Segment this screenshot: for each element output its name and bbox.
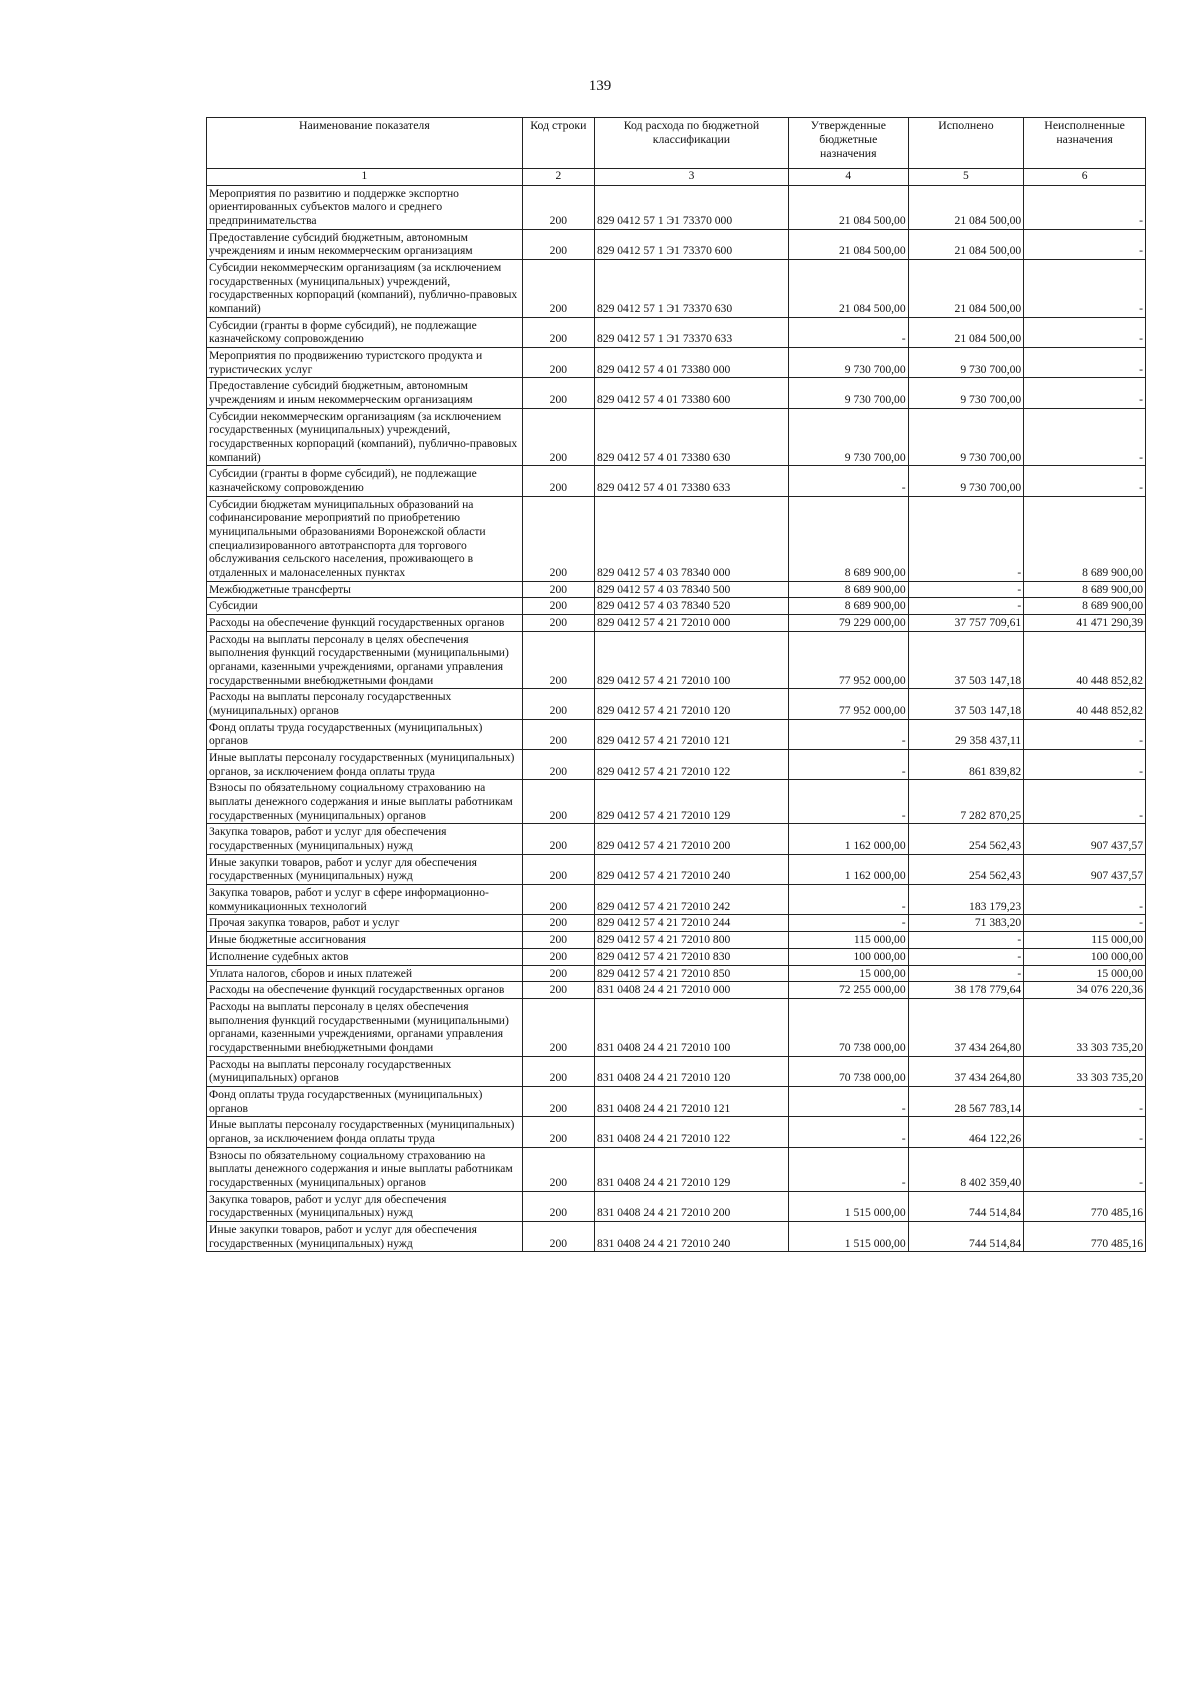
row-expense-code: 831 0408 24 4 21 72010 000 [594, 982, 788, 999]
header-executed: Исполнено [908, 118, 1024, 169]
row-name: Расходы на выплаты персоналу государственных (муниципальных) органов [207, 689, 523, 719]
row-expense-code: 829 0412 57 4 01 73380 600 [594, 378, 788, 408]
row-unexecuted: - [1024, 780, 1146, 824]
row-expense-code: 831 0408 24 4 21 72010 129 [594, 1147, 788, 1191]
row-line-code: 200 [522, 780, 594, 824]
column-number: 1 [207, 169, 523, 186]
table-row [207, 408, 1146, 466]
row-unexecuted: 40 448 852,82 [1024, 631, 1146, 689]
row-line-code: 200 [522, 982, 594, 999]
table-row [207, 1086, 1146, 1116]
row-name: Расходы на выплаты персоналу государственных (муниципальных) органов [207, 1056, 523, 1086]
row-expense-code: 831 0408 24 4 21 72010 240 [594, 1221, 788, 1251]
row-name: Субсидии некоммерческим организациям (за исключением государственных (муниципальных) учреждений, государственных корпораций (компаний), публично-правовых компаний) [207, 408, 523, 466]
table-row [207, 581, 1146, 598]
row-line-code: 200 [522, 496, 594, 581]
row-name: Субсидии [207, 598, 523, 615]
row-line-code: 200 [522, 965, 594, 982]
row-approved: 115 000,00 [788, 932, 908, 949]
row-line-code: 200 [522, 750, 594, 780]
row-unexecuted: 15 000,00 [1024, 965, 1146, 982]
table-row [207, 719, 1146, 749]
row-line-code: 200 [522, 347, 594, 377]
row-line-code: 200 [522, 1191, 594, 1221]
table-row [207, 185, 1146, 229]
header-name: Наименование показателя [207, 118, 523, 169]
row-name: Субсидии некоммерческим организациям (за исключением государственных (муниципальных) учреждений, государственных корпораций (компаний), публично-правовых компаний) [207, 259, 523, 317]
table-row [207, 932, 1146, 949]
row-line-code: 200 [522, 719, 594, 749]
row-approved: - [788, 317, 908, 347]
row-line-code: 200 [522, 378, 594, 408]
row-executed: 9 730 700,00 [908, 347, 1024, 377]
table-row [207, 1056, 1146, 1086]
row-expense-code: 831 0408 24 4 21 72010 100 [594, 998, 788, 1056]
row-unexecuted: - [1024, 408, 1146, 466]
row-executed: 9 730 700,00 [908, 466, 1024, 496]
row-approved: 21 084 500,00 [788, 259, 908, 317]
table-row [207, 998, 1146, 1056]
row-approved: - [788, 750, 908, 780]
row-expense-code: 829 0412 57 1 Э1 73370 633 [594, 317, 788, 347]
row-line-code: 200 [522, 885, 594, 915]
row-expense-code: 829 0412 57 4 21 72010 000 [594, 615, 788, 632]
table-row [207, 631, 1146, 689]
row-unexecuted: 907 437,57 [1024, 824, 1146, 854]
row-executed: 464 122,26 [908, 1117, 1024, 1147]
row-line-code: 200 [522, 1147, 594, 1191]
row-expense-code: 829 0412 57 4 21 72010 121 [594, 719, 788, 749]
row-approved: 9 730 700,00 [788, 408, 908, 466]
row-approved: - [788, 1086, 908, 1116]
row-expense-code: 829 0412 57 4 01 73380 630 [594, 408, 788, 466]
row-approved: 8 689 900,00 [788, 496, 908, 581]
row-expense-code: 829 0412 57 4 21 72010 100 [594, 631, 788, 689]
row-name: Иные выплаты персоналу государственных (муниципальных) органов, за исключением фонда оплаты труда [207, 750, 523, 780]
row-executed: - [908, 948, 1024, 965]
row-name: Субсидии (гранты в форме субсидий), не подлежащие казначейскому сопровождению [207, 317, 523, 347]
table-row [207, 982, 1146, 999]
row-approved: 100 000,00 [788, 948, 908, 965]
row-line-code: 200 [522, 1117, 594, 1147]
row-name: Закупка товаров, работ и услуг для обеспечения государственных (муниципальных) нужд [207, 1191, 523, 1221]
row-line-code: 200 [522, 317, 594, 347]
row-name: Расходы на выплаты персоналу в целях обеспечения выполнения функций государственными (муниципальными) органами, казенными учреждениями, органами управления государственными внебюджетными фондами [207, 631, 523, 689]
row-line-code: 200 [522, 466, 594, 496]
row-line-code: 200 [522, 854, 594, 884]
row-executed: - [908, 932, 1024, 949]
header-approved: Утвержденные бюджетные назначения [788, 118, 908, 169]
row-unexecuted: 770 485,16 [1024, 1221, 1146, 1251]
row-line-code: 200 [522, 581, 594, 598]
row-line-code: 200 [522, 259, 594, 317]
row-executed: 37 503 147,18 [908, 689, 1024, 719]
row-expense-code: 829 0412 57 4 21 72010 129 [594, 780, 788, 824]
row-executed: - [908, 598, 1024, 615]
row-unexecuted: - [1024, 259, 1146, 317]
row-executed: 37 757 709,61 [908, 615, 1024, 632]
row-expense-code: 831 0408 24 4 21 72010 121 [594, 1086, 788, 1116]
row-line-code: 200 [522, 631, 594, 689]
row-executed: 8 402 359,40 [908, 1147, 1024, 1191]
row-unexecuted: 33 303 735,20 [1024, 998, 1146, 1056]
table-header-row [207, 118, 1146, 169]
row-approved: 77 952 000,00 [788, 689, 908, 719]
row-name: Исполнение судебных актов [207, 948, 523, 965]
row-unexecuted: 8 689 900,00 [1024, 581, 1146, 598]
row-name: Фонд оплаты труда государственных (муниципальных) органов [207, 1086, 523, 1116]
row-unexecuted: - [1024, 185, 1146, 229]
row-executed: 37 503 147,18 [908, 631, 1024, 689]
table-row [207, 689, 1146, 719]
row-line-code: 200 [522, 408, 594, 466]
row-line-code: 200 [522, 1056, 594, 1086]
table-row [207, 824, 1146, 854]
row-expense-code: 831 0408 24 4 21 72010 122 [594, 1117, 788, 1147]
column-number: 2 [522, 169, 594, 186]
row-expense-code: 831 0408 24 4 21 72010 200 [594, 1191, 788, 1221]
row-expense-code: 829 0412 57 4 21 72010 850 [594, 965, 788, 982]
row-expense-code: 829 0412 57 4 21 72010 200 [594, 824, 788, 854]
row-approved: 70 738 000,00 [788, 998, 908, 1056]
table-row [207, 466, 1146, 496]
row-name: Иные бюджетные ассигнования [207, 932, 523, 949]
row-approved: 77 952 000,00 [788, 631, 908, 689]
row-approved: 8 689 900,00 [788, 581, 908, 598]
row-expense-code: 829 0412 57 4 21 72010 120 [594, 689, 788, 719]
row-unexecuted: - [1024, 750, 1146, 780]
table-row [207, 598, 1146, 615]
row-approved: - [788, 1117, 908, 1147]
row-line-code: 200 [522, 615, 594, 632]
table-row [207, 915, 1146, 932]
row-name: Фонд оплаты труда государственных (муниципальных) органов [207, 719, 523, 749]
table-row [207, 1221, 1146, 1251]
row-executed: 744 514,84 [908, 1191, 1024, 1221]
row-name: Иные выплаты персоналу государственных (муниципальных) органов, за исключением фонда оплаты труда [207, 1117, 523, 1147]
row-approved: 9 730 700,00 [788, 378, 908, 408]
row-unexecuted: 115 000,00 [1024, 932, 1146, 949]
row-unexecuted: 770 485,16 [1024, 1191, 1146, 1221]
row-unexecuted: 40 448 852,82 [1024, 689, 1146, 719]
row-line-code: 200 [522, 948, 594, 965]
row-expense-code: 829 0412 57 4 21 72010 830 [594, 948, 788, 965]
row-executed: 861 839,82 [908, 750, 1024, 780]
row-expense-code: 829 0412 57 4 21 72010 240 [594, 854, 788, 884]
row-executed: - [908, 581, 1024, 598]
row-executed: 9 730 700,00 [908, 408, 1024, 466]
row-name: Мероприятия по продвижению туристского продукта и туристических услуг [207, 347, 523, 377]
header-unexecuted: Неисполненные назначения [1024, 118, 1146, 169]
row-unexecuted: - [1024, 229, 1146, 259]
row-approved: 70 738 000,00 [788, 1056, 908, 1086]
row-unexecuted: 100 000,00 [1024, 948, 1146, 965]
table-row [207, 259, 1146, 317]
row-expense-code: 831 0408 24 4 21 72010 120 [594, 1056, 788, 1086]
row-name: Расходы на обеспечение функций государственных органов [207, 982, 523, 999]
table-row [207, 780, 1146, 824]
row-name: Мероприятия по развитию и поддержке экспортно ориентированных субъектов малого и среднего предпринимательства [207, 185, 523, 229]
row-executed: 28 567 783,14 [908, 1086, 1024, 1116]
row-unexecuted: 34 076 220,36 [1024, 982, 1146, 999]
row-executed: 21 084 500,00 [908, 317, 1024, 347]
row-approved: - [788, 780, 908, 824]
row-executed: - [908, 496, 1024, 581]
row-line-code: 200 [522, 689, 594, 719]
row-executed: 71 383,20 [908, 915, 1024, 932]
row-approved: 1 515 000,00 [788, 1221, 908, 1251]
row-name: Закупка товаров, работ и услуг в сфере информационно-коммуникационных технологий [207, 885, 523, 915]
row-executed: 37 434 264,80 [908, 1056, 1024, 1086]
table-body [207, 185, 1146, 1252]
table-row [207, 1191, 1146, 1221]
row-approved: 15 000,00 [788, 965, 908, 982]
row-expense-code: 829 0412 57 4 03 78340 500 [594, 581, 788, 598]
row-unexecuted: - [1024, 466, 1146, 496]
row-name: Расходы на выплаты персоналу в целях обеспечения выполнения функций государственными (муниципальными) органами, казенными учреждениями, органами управления государственными внебюджетными фондами [207, 998, 523, 1056]
row-unexecuted: - [1024, 1117, 1146, 1147]
row-expense-code: 829 0412 57 4 01 73380 000 [594, 347, 788, 377]
row-unexecuted: 33 303 735,20 [1024, 1056, 1146, 1086]
row-executed: 744 514,84 [908, 1221, 1024, 1251]
row-executed: - [908, 965, 1024, 982]
row-name: Взносы по обязательному социальному страхованию на выплаты денежного содержания и иные выплаты работникам государственных (муниципальных) органов [207, 780, 523, 824]
row-executed: 183 179,23 [908, 885, 1024, 915]
row-approved: 1 162 000,00 [788, 824, 908, 854]
row-line-code: 200 [522, 998, 594, 1056]
column-number: 6 [1024, 169, 1146, 186]
table-row [207, 378, 1146, 408]
table-row [207, 948, 1146, 965]
row-expense-code: 829 0412 57 1 Э1 73370 600 [594, 229, 788, 259]
row-unexecuted: - [1024, 885, 1146, 915]
table-row [207, 1117, 1146, 1147]
table-row [207, 347, 1146, 377]
row-approved: - [788, 719, 908, 749]
row-unexecuted: - [1024, 347, 1146, 377]
row-executed: 29 358 437,11 [908, 719, 1024, 749]
row-name: Прочая закупка товаров, работ и услуг [207, 915, 523, 932]
row-unexecuted: - [1024, 915, 1146, 932]
table-row [207, 229, 1146, 259]
row-line-code: 200 [522, 598, 594, 615]
row-line-code: 200 [522, 1221, 594, 1251]
row-line-code: 200 [522, 824, 594, 854]
row-name: Расходы на обеспечение функций государственных органов [207, 615, 523, 632]
row-name: Межбюджетные трансферты [207, 581, 523, 598]
row-unexecuted: - [1024, 1086, 1146, 1116]
table-row [207, 615, 1146, 632]
row-executed: 21 084 500,00 [908, 229, 1024, 259]
table-row [207, 317, 1146, 347]
row-line-code: 200 [522, 185, 594, 229]
row-name: Предоставление субсидий бюджетным, автономным учреждениям и иным некоммерческим организациям [207, 229, 523, 259]
row-unexecuted: 8 689 900,00 [1024, 598, 1146, 615]
row-approved: - [788, 466, 908, 496]
budget-table [206, 117, 1146, 1252]
row-approved: - [788, 1147, 908, 1191]
row-approved: 1 515 000,00 [788, 1191, 908, 1221]
row-line-code: 200 [522, 229, 594, 259]
table-row [207, 750, 1146, 780]
row-unexecuted: - [1024, 719, 1146, 749]
row-name: Предоставление субсидий бюджетным, автономным учреждениям и иным некоммерческим организациям [207, 378, 523, 408]
table-row [207, 965, 1146, 982]
row-expense-code: 829 0412 57 1 Э1 73370 000 [594, 185, 788, 229]
row-name: Взносы по обязательному социальному страхованию на выплаты денежного содержания и иные выплаты работникам государственных (муниципальных) органов [207, 1147, 523, 1191]
row-expense-code: 829 0412 57 4 01 73380 633 [594, 466, 788, 496]
row-name: Субсидии бюджетам муниципальных образований на софинансирование мероприятий по приобретению муниципальными образованиями Воронежской области специализированного автотранспорта для торгового обслуживания сельского населения, проживающего в отдаленных и малонаселенных пунктах [207, 496, 523, 581]
column-number: 4 [788, 169, 908, 186]
column-number: 5 [908, 169, 1024, 186]
row-executed: 7 282 870,25 [908, 780, 1024, 824]
row-executed: 254 562,43 [908, 824, 1024, 854]
row-unexecuted: - [1024, 378, 1146, 408]
row-executed: 21 084 500,00 [908, 259, 1024, 317]
row-line-code: 200 [522, 915, 594, 932]
row-expense-code: 829 0412 57 1 Э1 73370 630 [594, 259, 788, 317]
row-approved: - [788, 885, 908, 915]
column-number-row [207, 169, 1146, 186]
row-expense-code: 829 0412 57 4 03 78340 520 [594, 598, 788, 615]
row-approved: 9 730 700,00 [788, 347, 908, 377]
row-approved: 1 162 000,00 [788, 854, 908, 884]
row-executed: 254 562,43 [908, 854, 1024, 884]
row-approved: - [788, 915, 908, 932]
row-unexecuted: - [1024, 1147, 1146, 1191]
table-row [207, 496, 1146, 581]
row-expense-code: 829 0412 57 4 21 72010 242 [594, 885, 788, 915]
row-name: Субсидии (гранты в форме субсидий), не подлежащие казначейскому сопровождению [207, 466, 523, 496]
header-line-code: Код строки [522, 118, 594, 169]
row-name: Иные закупки товаров, работ и услуг для обеспечения государственных (муниципальных) нужд [207, 1221, 523, 1251]
row-approved: 21 084 500,00 [788, 229, 908, 259]
row-unexecuted: 907 437,57 [1024, 854, 1146, 884]
row-executed: 37 434 264,80 [908, 998, 1024, 1056]
row-unexecuted: 8 689 900,00 [1024, 496, 1146, 581]
header-expense-code: Код расхода по бюджетной классификации [594, 118, 788, 169]
row-approved: 72 255 000,00 [788, 982, 908, 999]
row-approved: 8 689 900,00 [788, 598, 908, 615]
row-line-code: 200 [522, 932, 594, 949]
column-number: 3 [594, 169, 788, 186]
table-row [207, 854, 1146, 884]
row-name: Закупка товаров, работ и услуг для обеспечения государственных (муниципальных) нужд [207, 824, 523, 854]
row-executed: 38 178 779,64 [908, 982, 1024, 999]
row-name: Иные закупки товаров, работ и услуг для обеспечения государственных (муниципальных) нужд [207, 854, 523, 884]
row-expense-code: 829 0412 57 4 03 78340 000 [594, 496, 788, 581]
page-number: 139 [588, 78, 612, 94]
row-executed: 9 730 700,00 [908, 378, 1024, 408]
row-expense-code: 829 0412 57 4 21 72010 122 [594, 750, 788, 780]
row-unexecuted: 41 471 290,39 [1024, 615, 1146, 632]
row-expense-code: 829 0412 57 4 21 72010 800 [594, 932, 788, 949]
row-name: Уплата налогов, сборов и иных платежей [207, 965, 523, 982]
table-row [207, 885, 1146, 915]
row-approved: 21 084 500,00 [788, 185, 908, 229]
row-unexecuted: - [1024, 317, 1146, 347]
row-line-code: 200 [522, 1086, 594, 1116]
row-approved: 79 229 000,00 [788, 615, 908, 632]
row-expense-code: 829 0412 57 4 21 72010 244 [594, 915, 788, 932]
table-row [207, 1147, 1146, 1191]
row-executed: 21 084 500,00 [908, 185, 1024, 229]
